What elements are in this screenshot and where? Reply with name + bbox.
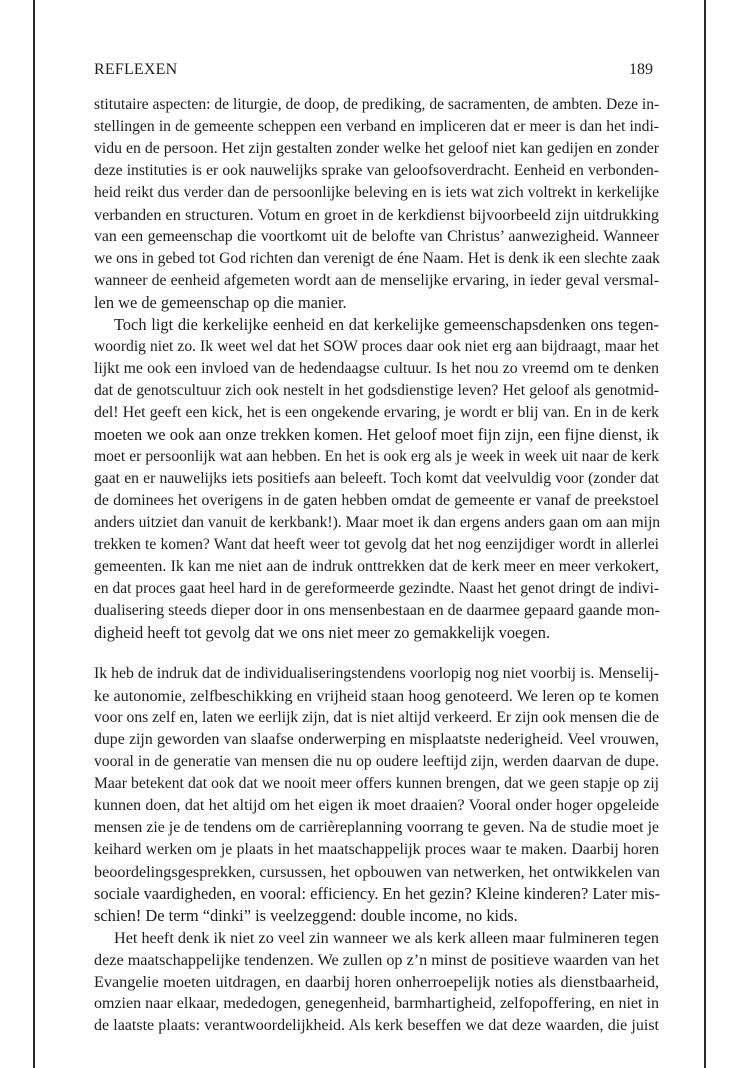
text-line: voor ons zelf en, laten we eerlijk zijn, dat is niet altijd verkeerd. Er zijn ook mensen die de	[94, 709, 659, 726]
scan-edge-right	[704, 0, 706, 1068]
text-line: en dat proces gaat heel hard in de gereformeerde gezindte. Naast het genot dringt de indivi-	[94, 580, 659, 597]
text-line: keihard werken om je plaats in het maatschappelijk proces waar te maken. Daarbij horen	[94, 841, 659, 858]
text-line: de dominees het overigens in de gaten hebben omdat de gemeente er vanaf de preekstoel	[94, 492, 659, 509]
text-line: verbanden en structuren. Votum en groet in de kerkdienst bijvoorbeeld zijn uitdrukking	[94, 206, 659, 224]
text-line: Maar betekent dat ook dat we nooit meer offers kunnen brengen, dat we geen stapje op zij	[94, 775, 659, 792]
scan-edge-left	[33, 0, 35, 1068]
text-line: gaat en er nauwelijks iets positiefs aan beleeft. Toch komt dat veelvuldig voor (zonder dat	[94, 470, 659, 487]
text-line: stitutaire aspecten: de liturgie, de doop, de prediking, de sacramenten, de ambten. Deze in-	[94, 96, 660, 113]
text-line: woordig niet zo. Ik weet wel dat het SOW proces daar ook niet erg aan bijdraagt, maar het	[94, 338, 659, 355]
text-line: trekken te komen? Want dat heeft weer tot gevolg dat het nog eenzijdiger wordt in allerlei	[94, 536, 659, 553]
text-line: de laatste plaats: verantwoordelijkheid. Als kerk beseffen we dat deze waarden, die juist	[94, 1017, 659, 1034]
text-line: wanneer de eenheid afgemeten wordt aan de menselijke ervaring, in ieder geval versmal-	[94, 272, 659, 289]
text-line: vidu en de persoon. Het zijn gestalten zonder welke het geloof niet kan gedijen en zonder	[94, 140, 659, 157]
text-line: lijkt me ook een invloed van de hedendaagse cultuur. Is het nou zo vreemd om te denken	[94, 360, 659, 377]
text-line: omzien naar elkaar, mededogen, genegenheid, barmhartigheid, zelfopoffering, en niet in	[94, 995, 659, 1012]
text-line: gemeenten. Ik kan me niet aan de indruk onttrekken dat de kerk meer en meer verkokert,	[94, 558, 659, 575]
text-line: dupe zijn geworden van slaafse onderwerping en misplaatste nederigheid. Veel vrouwen,	[94, 731, 659, 748]
text-line: dat de genotscultuur zich ook nestelt in het godsdienstige leven? Het geloof als genotmid-	[94, 382, 659, 399]
text-line: vooral in de generatie van mensen die nu op oudere leeftijd zijn, werden daarvan de dupe.	[94, 753, 659, 770]
text-line: del! Het geeft een kick, het is een ongekende ervaring, je wordt er blij van. En in de kerk	[94, 404, 659, 421]
text-line: heid reikt dus verder dan de persoonlijke beleving en is iets wat zich voltrekt in kerkelijke	[94, 184, 659, 201]
text-line: digheid heeft tot gevolg dat we ons niet meer zo gemakkelijk voegen.	[94, 623, 551, 642]
text-line: Evangelie moeten uitdragen, en daarbij horen onherroepelijk noties als dienstbaarheid,	[94, 973, 659, 991]
text-line: ke autonomie, zelfbeschikking en vrijheid staan hoog genoteerd. We leren op te komen	[94, 687, 659, 705]
text-line: Toch ligt die kerkelijke eenheid en dat kerkelijke gemeenschapsdenken ons tegen-	[114, 315, 659, 334]
text-line: we ons in gebed tot God richten dan verenigt de éne Naam. Het is denk ik een slechte zaak	[94, 250, 660, 267]
text-line: deze instituties is er ook nauwelijks sprake van geloofsoverdracht. Eenheid en verbonden-	[94, 162, 659, 179]
text-line: van een gemeenschap die voortkomt uit de belofte van Christus’ aanwezigheid. Wanneer	[94, 228, 659, 245]
page-number: 189	[629, 61, 653, 78]
text-line: moeten we ook aan onze trekken komen. Het geloof moet fijn zijn, een fijne dienst, ik	[94, 425, 659, 444]
text-line: deze maatschappelijke tendenzen. We zullen op z’n minst de positieve waarden van het	[94, 951, 660, 969]
text-line: Ik heb de indruk dat de individualiseringstendens voorlopig nog niet voorbij is. Menselij-	[94, 665, 659, 682]
text-line: Het heeft denk ik niet zo veel zin wanneer we als kerk alleen maar fulmineren tegen	[114, 929, 659, 947]
text-line: dualisering steeds dieper door in ons mensenbestaan en de daarmee gepaard gaande mon-	[94, 602, 660, 619]
text-line: schien! De term “dinki” is veelzeggend: double income, no kids.	[94, 906, 518, 925]
text-line: beoordelingsgesprekken, cursussen, het opbouwen van netwerken, het ontwikkelen van	[94, 863, 660, 881]
text-line: stellingen in de gemeente scheppen een verband en impliceren dat er meer is dan het indi-	[94, 118, 659, 135]
text-line: len we de gemeenschap op die manier.	[94, 293, 347, 312]
text-line: anders uitziet dan vanuit de kerkbank!). Maar moet ik dan ergens anders gaan om aan mijn	[94, 514, 661, 531]
text-line: kunnen doen, dat het altijd om het eigen ik moet draaien? Vooral onder hoger opgeleide	[94, 797, 659, 814]
text-line: mensen zie je de tendens om de carrièreplanning voorrang te geven. Na de studie moet je	[94, 819, 659, 836]
running-header: REFLEXEN	[94, 61, 178, 78]
text-line: sociale vaardigheden, en vooral: efficiency. En het gezin? Kleine kinderen? Later mis-	[94, 884, 661, 903]
text-line: moet er persoonlijk wat aan hebben. En het is ook erg als je week in week uit naar de kerk	[94, 448, 659, 465]
